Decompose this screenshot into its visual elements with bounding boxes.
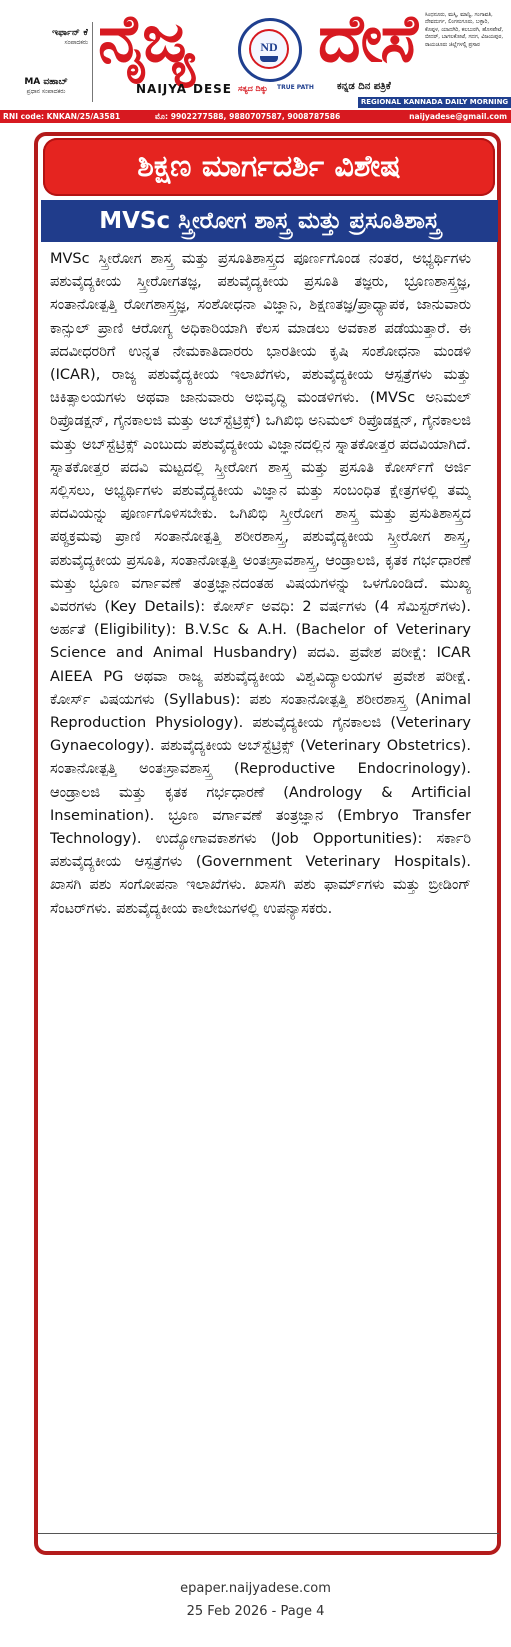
masthead-divider [92, 22, 93, 102]
daily-label: ಕನ್ನಡ ದಿನ ಪತ್ರಿಕೆ [337, 81, 391, 92]
emblem-text: ND [260, 40, 278, 54]
regional-badge: REGIONAL KANNADA DAILY MORNING [358, 97, 511, 108]
publisher-role: ಪ್ರಧಾನ ಸಂಪಾದಕರು [26, 88, 66, 95]
contact-email[interactable]: naijyadese@gmail.com [409, 112, 507, 121]
section-banner [43, 138, 495, 196]
masthead-editors [4, 28, 88, 96]
editor-role: ಸಂಪಾದಕರು [64, 39, 88, 46]
info-bar [0, 110, 511, 123]
article-subheading-bar [41, 200, 498, 242]
phone-numbers: ಮೊ: 9902277588, 9880707587, 9008787586 [155, 112, 341, 121]
article-body [50, 248, 471, 1524]
tagline-english: TRUE PATH [277, 84, 314, 91]
footer-divider [38, 1533, 499, 1534]
footer-date-page: 25 Feb 2026 - Page 4 [186, 1604, 325, 1619]
banner-title: ಶಿಕ್ಷಣ ಮಾರ್ಗದರ್ಶಿ ವಿಶೇಷ [137, 149, 401, 184]
coverage-districts: ಸಿಂಧನೂರು, ಮಸ್ಕಿ, ಮಾನ್ವಿ, ಗಂಗಾವತಿ, ದೇವದುರ್ಗ, ಲಿಂಗಸುಗೂರು, ಬಳ್ಳಾರಿ, ಕೊಪ್ಪಳ, ಯಾದಗಿರಿ, ಕಲಬುರಗಿ, ಹೊಸಪೇಟೆ, ಬೀದರ್, ಬಾಗಲಕೋಟೆ, ಗದಗ, ವಿಜಯಪುರ, ರಾಯಚೂರು ಜಿಲ್ಲೆಗಳಲ್ಲಿ ಪ್ರಸಾರ [425, 12, 504, 48]
footer-url[interactable]: epaper.naijyadese.com [180, 1581, 331, 1596]
logo-title-right: ದೇಸೆ [318, 0, 416, 77]
masthead-name-left: NAIJYA [136, 82, 188, 96]
emblem-logo-icon [238, 18, 302, 82]
rni-code: RNI code: KNKAN/25/A3581 [3, 112, 121, 121]
masthead-name-right: DESE [193, 82, 232, 96]
article-paragraph: MVSc ಸ್ತ್ರೀರೋಗ ಶಾಸ್ತ್ರ ಮತ್ತು ಪ್ರಸೂತಿಶಾಸ್ತ್ರದ ಪೂರ್ಣಗೊಂಡ ನಂತರ, ಅಭ್ಯರ್ಥಿಗಳು ಪಶುವೈದ್ಯಕೀಯ ಸ್ತ್ರೀರೋಗತಜ್ಞ, ಪಶುವೈದ್ಯಕೀಯ ಪ್ರಸೂತಿ ತಜ್ಞರು, ಭ್ರೂಣಶಾಸ್ತ್ರಜ್ಞ, ಸಂತಾನೋತ್ಪತ್ತಿ ರೋಗಶಾಸ್ತ್ರಜ್ಞ, ಸಂಶೋಧನಾ ವಿಜ್ಞಾನಿ, ಶಿಕ್ಷಣತಜ್ಞ/ಪ್ರಾಧ್ಯಾಪಕ, ಜಾನುವಾರು ಕಾನ್ಸುಲ್ ಪ್ರಾಣಿ ಆರೋಗ್ಯ ಅಧಿಕಾರಿಯಾಗಿ ಕೆಲಸ ಮಾಡಲು ಅವಕಾಶ ಪಡೆಯುತ್ತಾರೆ. ಈ ಪದವೀಧರರಿಗೆ ಉನ್ನತ ನೇಮಕಾತಿದಾರರು ಭಾರತೀಯ ಕೃಷಿ ಸಂಶೋಧನಾ ಮಂಡಳಿ (ICAR), ರಾಜ್ಯ ಪಶುವೈದ್ಯಕೀಯ ಇಲಾಖೆಗಳು, ಪಶುವೈದ್ಯಕೀಯ ಆಸ್ಪತ್ರೆಗಳು ಮತ್ತು ಚಿಕಿತ್ಸಾಲಯಗಳು ಅಥವಾ ಜಾನುವಾರು ಅಭಿವೃದ್ಧಿ ಮಂಡಳಿಗಳು. (MVSc ಅನಿಮಲ್ ರಿಪ್ರೊಡಕ್ಷನ್, ಗೈನಕಾಲಜಿ ಮತ್ತು ಅಬ್‌ಸ್ಟೆಟ್ರಿಕ್ಸ್) ಒಗಿಖಿಭಿ ಅನಿಮಲ್ ರಿಪ್ರೊಡಕ್ಷನ್, ಗೈನಕಾಲಜಿ ಮತ್ತು ಅಬ್‌ಸ್ಟೆಟ್ರಿಕ್ಸ್ ಎಂಬುದು ಪಶುವೈದ್ಯಕೀಯ ವಿಜ್ಞಾನದಲ್ಲಿನ ಸ್ನಾತಕೋತ್ತರ ಪದವಿಯಾಗಿದೆ. ಸ್ನಾತಕೋತ್ತರ ಪದವಿ ಮಟ್ಟದಲ್ಲಿ ಸ್ತ್ರೀರೋಗ ಶಾಸ್ತ್ರ ಮತ್ತು ಪ್ರಸೂತಿ ಕೋರ್ಸ್‌ಗೆ ಅರ್ಜಿ ಸಲ್ಲಿಸಲು, ಅಭ್ಯರ್ಥಿಗಳು ಪಶುವೈದ್ಯಕೀಯ ವಿಜ್ಞಾನ ಮತ್ತು ಸಂಬಂಧಿತ ಕ್ಷೇತ್ರಗಳಲ್ಲಿ ತಮ್ಮ ಪದವಿಯನ್ನು ಪೂರ್ಣಗೊಳಿಸಬೇಕು. ಒಗಿಖಿಭಿ ಸ್ತ್ರೀರೋಗ ಶಾಸ್ತ್ರ ಮತ್ತು ಪ್ರಸುತಿಶಾಸ್ತ್ರದ ಪಠ್ಯಕ್ರಮವು ಪ್ರಾಣಿ ಸಂತಾನೋತ್ಪತ್ತಿ ಶರೀರಶಾಸ್ತ್ರ, ಪಶುವೈದ್ಯಕೀಯ ಸ್ತ್ರೀರೋಗ ಶಾಸ್ತ್ರ, ಪಶುವೈದ್ಯಕೀಯ ಪ್ರಸೂತಿ, ಸಂತಾನೋತ್ಪತ್ತಿ ಅಂತಃಸ್ರಾವಶಾಸ್ತ್ರ, ಆಂಡ್ರಾಲಜಿ, ಕೃತಕ ಗರ್ಭಧಾರಣೆ ಮತ್ತು ಭ್ರೂಣ ವರ್ಗಾವಣೆ ತಂತ್ರಜ್ಞಾನದಂತಹ ವಿಷಯಗಳನ್ನು ಒಳಗೊಂಡಿದೆ. ಮುಖ್ಯ ವಿವರಗಳು (Key Details): ಕೋರ್ಸ್ ಅವಧಿ: 2 ವರ್ಷಗಳು (4 ಸೆಮಿಸ್ಟರ್‌ಗಳು). ಅರ್ಹತೆ (Eligibility): B.V.Sc & A.H. (Bachelor of Veterinary Science and Animal Husbandry) ಪದವಿ. ಪ್ರವೇಶ ಪರೀಕ್ಷೆ: ICAR AIEEA PG ಅಥವಾ ರಾಜ್ಯ ಪಶುವೈದ್ಯಕೀಯ ವಿಶ್ವವಿದ್ಯಾಲಯಗಳ ಪ್ರವೇಶ ಪರೀಕ್ಷೆ. ಕೋರ್ಸ್ ವಿಷಯಗಳು (Syllabus): ಪಶು ಸಂತಾನೋತ್ಪತ್ತಿ ಶರೀರಶಾಸ್ತ್ರ (Animal Reproduction Physiology). ಪಶುವೈದ್ಯಕೀಯ ಗೈನಕಾಲಜಿ (Veterinary Gynaecology). ಪಶುವೈದ್ಯಕೀಯ ಅಬ್‌ಸ್ಟೆಟ್ರಿಕ್ಸ್ (Veterinary Obstetrics). ಸಂತಾನೋತ್ಪತ್ತಿ ಅಂತಃಸ್ರಾವಶಾಸ್ತ್ರ (Reproductive Endocrinology). ಆಂಡ್ರಾಲಜಿ ಮತ್ತು ಕೃತಕ ಗರ್ಭಧಾರಣೆ (Andrology & Artificial Insemination). ಭ್ರೂಣ ವರ್ಗಾವಣೆ ತಂತ್ರಜ್ಞಾನ (Embryo Transfer Technology). ಉದ್ಯೋಗಾವಕಾಶಗಳು (Job Opportunities): ಸರ್ಕಾರಿ ಪಶುವೈದ್ಯಕೀಯ ಆಸ್ಪತ್ರೆಗಳು (Government Veterinary Hospitals). ಖಾಸಗಿ ಪಶು ಸಂಗೋಪನಾ ಇಲಾಖೆಗಳು. ಖಾಸಗಿ ಪಶು ಫಾರ್ಮ್‌ಗಳು ಮತ್ತು ಬ್ರೀಡಿಂಗ್ ಸೆಂಟರ್‌ಗಳು. ಪಶುವೈದ್ಯಕೀಯ ಕಾಲೇಜುಗಳಲ್ಲಿ ಉಪನ್ಯಾಸಕರು. [50, 251, 471, 917]
logo-title-left: ನೈಜ್ಯ [98, 0, 194, 77]
article-subheading: MVSc ಸ್ತ್ರೀರೋಗ ಶಾಸ್ತ್ರ ಮತ್ತು ಪ್ರಸೂತಿಶಾಸ್ತ್ರ [99, 208, 440, 234]
publisher-name: MA ವಹಾಬ್ [24, 77, 68, 87]
masthead [0, 0, 511, 121]
book-icon [260, 56, 278, 62]
tagline-kannada: ಸತ್ಯದ ದಿಕ್ಕು [238, 84, 268, 93]
emblem-inner-ring [249, 29, 289, 69]
editor-name: ಇರ್ಫಾನ್ ಕೆ [52, 28, 88, 38]
